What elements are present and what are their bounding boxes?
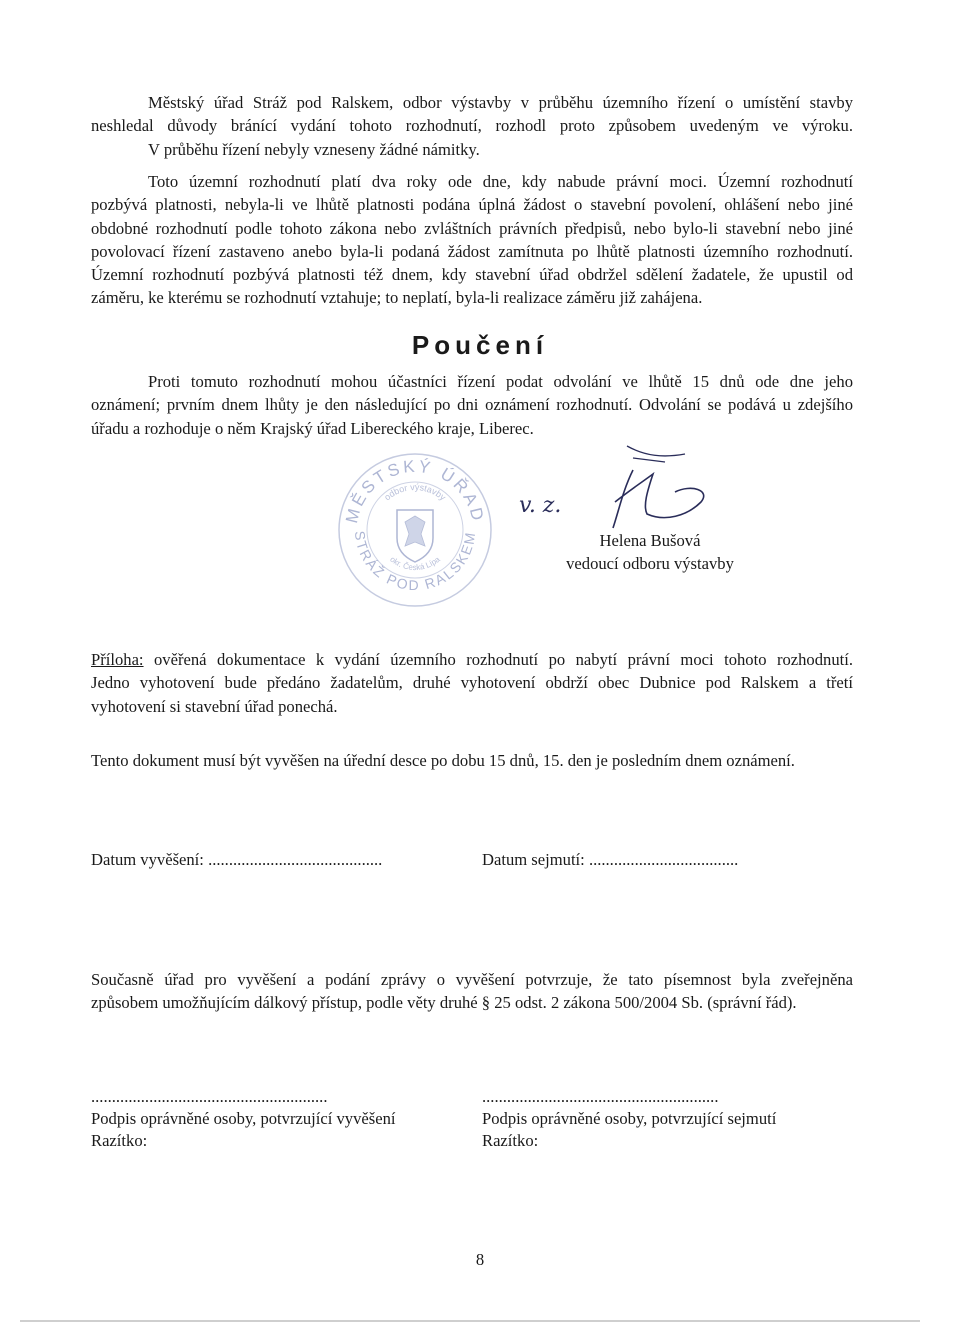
paragraph-line: pozbývá platnosti, nebyla-li ve lhůtě platnosti podána úplná žádost o stavební povolení, ohlášení nebo jiné — [91, 195, 853, 215]
paragraph-line: neshledal důvody bránící vydání tohoto rozhodnutí, rozhodl proto způsobem uvedeným ve výroku. — [91, 116, 853, 136]
signer-name: Helena Bušová — [599, 531, 701, 550]
date-posted-label: Datum vyvěšení: — [91, 850, 204, 869]
paragraph-line: Územní rozhodnutí pozbývá platnosti též dnem, kdy stavební úřad obdržel sdělení žadatele, že upustil od — [91, 265, 853, 285]
date-posted-field: .......................................... — [208, 850, 383, 869]
handwritten-signature — [515, 440, 725, 530]
signature-scribble-icon — [613, 446, 704, 528]
stamp-label: Razítko: — [482, 1131, 539, 1150]
coat-of-arms-icon — [397, 510, 433, 562]
paragraph-line: Proti tomuto rozhodnutí mohou účastníci řízení podat odvolání ve lhůtě 15 dnů ode dne jeho — [148, 372, 853, 391]
paragraph-attachment — [91, 648, 853, 718]
signature-block-posting — [91, 1086, 395, 1152]
paragraph-line: Jedno vyhotovení bude předáno žadatelům, druhé vyhotovení obdrží obec Dubnice pod Ralskem a třetí — [91, 673, 853, 693]
paragraph-line: Toto územní rozhodnutí platí dva roky ode dne, kdy nabude právní moci. Územní rozhodnutí — [148, 172, 853, 191]
signer-block — [500, 529, 800, 575]
paragraph-line: vyhotovení si stavební úřad ponechá. — [91, 696, 338, 716]
signature-initials: v. z. — [519, 493, 562, 518]
paragraph-line: oznámení; prvním dnem lhůty je den následující po dni oznámení rozhodnutí. Odvolání se podává u zdejšího — [91, 395, 853, 415]
paragraph-decision-reasoning — [91, 91, 853, 161]
page-number: 8 — [475, 1250, 485, 1269]
official-stamp — [335, 450, 495, 610]
signature-label: Podpis oprávněné osoby, potvrzující sejmutí — [482, 1109, 777, 1128]
paragraph-line: způsobem umožňujícím dálkový přístup, podle věty druhé § 25 odst. 2 zákona 500/2004 Sb. (správní řád). — [91, 993, 797, 1013]
paragraph-line: povolovací řízení zastaveno anebo byla-li podaná žádost zamítnuta po lhůtě platnosti územního rozhodnutí. — [91, 241, 853, 261]
signature-label: Podpis oprávněné osoby, potvrzující vyvěšení — [91, 1109, 396, 1128]
paragraph-appeal-instruction — [91, 370, 853, 440]
signature-line: ......................................................... — [482, 1087, 719, 1106]
paragraph-line: Současně úřad pro vyvěšení a podání zprávy o vyvěšení potvrzuje, že tato písemnost byla zveřejněna — [91, 970, 853, 989]
paragraph-line — [91, 648, 853, 671]
stamp-text-top: MĚSTSKÝ ÚŘAD — [342, 456, 488, 526]
stamp-text-district: okr. Česká Lípa — [388, 554, 442, 573]
date-removed — [482, 848, 738, 871]
posting-notice: Tento dokument musí být vyvěšen na úřední desce po dobu 15 dnů, 15. den je posledním dnem oznámení. — [91, 751, 795, 770]
paragraph-line: úřadu a rozhoduje o něm Krajský úřad Libereckého kraje, Liberec. — [91, 418, 534, 438]
paragraph-validity — [91, 170, 853, 310]
signature-block-removal — [482, 1086, 776, 1152]
stamp-label: Razítko: — [91, 1131, 148, 1150]
stamp-text-inner: odbor výstavby — [382, 481, 448, 503]
signer-title: vedoucí odboru výstavby — [566, 554, 734, 573]
signature-line: ......................................................... — [91, 1087, 328, 1106]
paragraph-line: Městský úřad Stráž pod Ralskem, odbor výstavby v průběhu územního řízení o umístění stavby — [148, 93, 853, 112]
date-removed-field: .................................... — [588, 850, 739, 869]
paragraph-line: záměru, ke kterému se rozhodnutí vztahuje; to neplatí, byla-li realizace záměru již zahájena. — [91, 288, 703, 308]
paragraph-confirmation — [91, 968, 853, 1015]
date-posted — [91, 848, 382, 871]
paragraph-line: V průběhu řízení nebyly vzneseny žádné námitky. — [148, 139, 480, 159]
attachment-text: ověřená dokumentace k vydání územního rozhodnutí po nabytí právní moci tohoto rozhodnutí. — [143, 650, 853, 669]
paragraph-line: obdobné rozhodnutí podle tohoto zákona nebo zvláštních právních předpisů, nebo bylo-li stavební nebo jiné — [91, 218, 853, 238]
scan-edge-line — [20, 1320, 920, 1322]
section-heading: Poučení — [411, 330, 549, 360]
date-removed-label: Datum sejmutí: — [482, 850, 585, 869]
attachment-label: Příloha: — [91, 650, 144, 669]
stamp-text-bottom: STRÁŽ POD RALSKEM — [351, 529, 479, 594]
